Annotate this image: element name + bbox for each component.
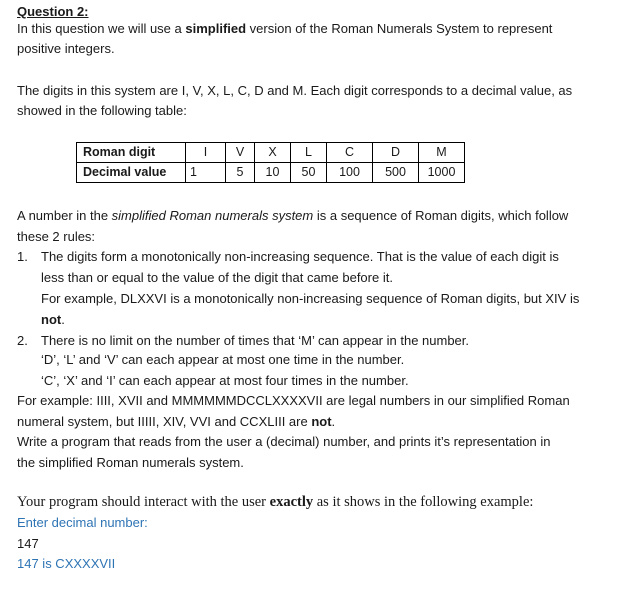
rules-intro-line-1: A number in the simplified Roman numerals system is a sequence of Roman digits, which follow [17,208,569,223]
digits-line-1: The digits in this system are I, V, X, L, C, D and M. Each digit corresponds to a decimal value, as [17,83,573,98]
intro-line-1: In this question we will use a simplified version of the Roman Numerals System to represent [17,21,553,36]
decimal-cell: 1000 [419,163,465,183]
decimal-cell: 100 [327,163,373,183]
decimal-cell: 50 [291,163,327,183]
roman-cell: D [373,143,419,163]
decimal-cell: 5 [226,163,255,183]
rule-1-line-1: The digits form a monotonically non-increasing sequence. That is the value of each digit is [41,249,559,264]
intro-line-2: positive integers. [17,41,115,56]
roman-digit-row [77,143,465,163]
rule-1-line-3: For example, DLXXVI is a monotonically non-increasing sequence of Roman digits, but XIV is [41,291,580,306]
program-line-2: the simplified Roman numerals system. [17,455,244,470]
rule-1-number: 1. [17,249,28,264]
program-line-1: Write a program that reads from the user a (decimal) number, and prints it’s representation in [17,434,551,449]
decimal-value-row [77,163,465,183]
decimal-cell: 500 [373,163,419,183]
decimal-cell: 10 [255,163,291,183]
roman-digit-header: Roman digit [77,143,186,163]
example-input: 147 [17,536,39,551]
roman-cell: M [419,143,465,163]
roman-cell: V [226,143,255,163]
decimal-value-header: Decimal value [77,163,186,183]
roman-digit-table [76,142,465,183]
rule-2-number: 2. [17,333,28,348]
rules-intro-line-2: these 2 rules: [17,229,96,244]
interaction-line: Your program should interact with the user exactly as it shows in the following example: [17,494,534,510]
decimal-cell: 1 [186,163,226,183]
roman-cell: I [186,143,226,163]
example-line-1: For example: IIII, XVII and MMMMMMDCCLXXXXVII are legal numbers in our simplified Roman [17,393,570,408]
rule-1-line-2: less than or equal to the value of the digit that came before it. [41,270,393,285]
example-prompt: Enter decimal number: [17,515,148,530]
rule-2-line-1: There is no limit on the number of times that ‘M’ can appear in the number. [41,333,470,348]
roman-cell: C [327,143,373,163]
roman-cell: X [255,143,291,163]
rule-2-line-2: ‘D’, ‘L’ and ‘V’ can each appear at most one time in the number. [41,352,405,367]
rule-2-line-3: ‘C’, ‘X’ and ‘I’ can each appear at most four times in the number. [41,373,409,388]
roman-cell: L [291,143,327,163]
rule-1-line-4: not. [41,312,65,327]
question-heading: Question 2: [17,4,89,19]
example-output: 147 is CXXXXVII [17,556,116,571]
digits-line-2: showed in the following table: [17,103,187,118]
example-line-2: numeral system, but IIIII, XIV, VVI and CCXLIII are not. [17,414,336,429]
